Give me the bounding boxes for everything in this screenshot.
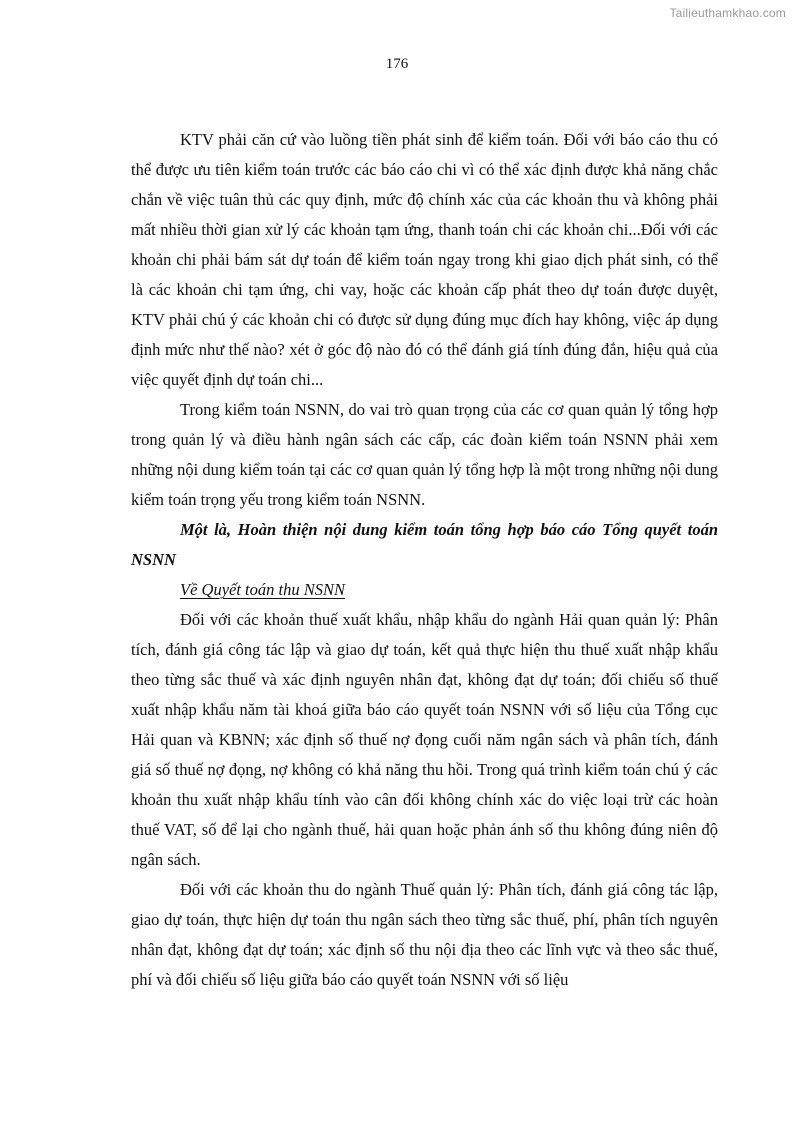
paragraph-body: KTV phải căn cứ vào luồng tiền phát sinh để kiểm toán. Đối với báo cáo thu có thể được ưu tiên kiểm toán trước các báo cáo chi vì có thể xác định được khả năng chắc chắn về việc tuân thủ các quy định, mức độ chính xác của các khoản thu và không phải mất nhiều thời gian xử lý các khoản tạm ứng, thanh toán chi các khoản chi...Đối với các khoản chi phải bám sát dự toán để kiểm toán ngay trong khi giao dịch phát sinh, có thể là các khoản chi tạm ứng, chi vay, hoặc các khoản cấp phát theo dự toán được duyệt, KTV phải chú ý các khoản chi có được sử dụng đúng mục đích hay không, việc áp dụng định mức như thế nào? xét ở góc độ nào đó có thể đánh giá tính đúng đắn, hiệu quả của việc quyết định dự toán chi...: [131, 130, 718, 389]
document-body: [131, 125, 718, 995]
section-heading: Một là, Hoàn thiện nội dung kiểm toán tổng hợp báo cáo Tổng quyết toán NSNN: [131, 520, 718, 569]
subsection-heading: Về Quyết toán thu NSNN: [180, 580, 345, 599]
watermark-text: Tailieuthamkhao.com: [669, 6, 786, 20]
paragraph-body: Trong kiểm toán NSNN, do vai trò quan trọng của các cơ quan quản lý tổng hợp trong quản lý và điều hành ngân sách các cấp, các đoàn kiểm toán NSNN phải xem những nội dung kiểm toán tại các cơ quan quản lý tổng hợp là một trong những nội dung kiểm toán trọng yếu trong kiểm toán NSNN.: [131, 400, 718, 509]
paragraph-body: Đối với các khoản thu do ngành Thuế quản lý: Phân tích, đánh giá công tác lập, giao dự toán, thực hiện dự toán thu ngân sách theo từng sắc thuế, phí, phân tích nguyên nhân đạt, không đạt dự toán; xác định số thu nội địa theo các lĩnh vực và theo sắc thuế, phí và đối chiếu số liệu giữa báo cáo quyết toán NSNN với số liệu: [131, 880, 718, 989]
page-number: 176: [385, 56, 409, 72]
paragraph-body: Đối với các khoản thuế xuất khẩu, nhập khẩu do ngành Hải quan quản lý: Phân tích, đánh giá công tác lập và giao dự toán, kết quả thực hiện thu thuế xuất nhập khẩu theo từng sắc thuế và xác định nguyên nhân đạt, không đạt dự toán; đối chiếu số thuế xuất nhập khẩu năm tài khoá giữa báo cáo quyết toán NSNN với số liệu của Tổng cục Hải quan và KBNN; xác định số thuế nợ đọng cuối năm ngân sách và phân tích, đánh giá số thuế nợ đọng, nợ không có khả năng thu hồi. Trong quá trình kiểm toán chú ý các khoản thu xuất nhập khẩu tính vào cân đối không chính xác do việc loại trừ các hoàn thuế VAT, số để lại cho ngành thuế, hải quan hoặc phản ánh số thu không đúng niên độ ngân sách.: [131, 610, 718, 869]
